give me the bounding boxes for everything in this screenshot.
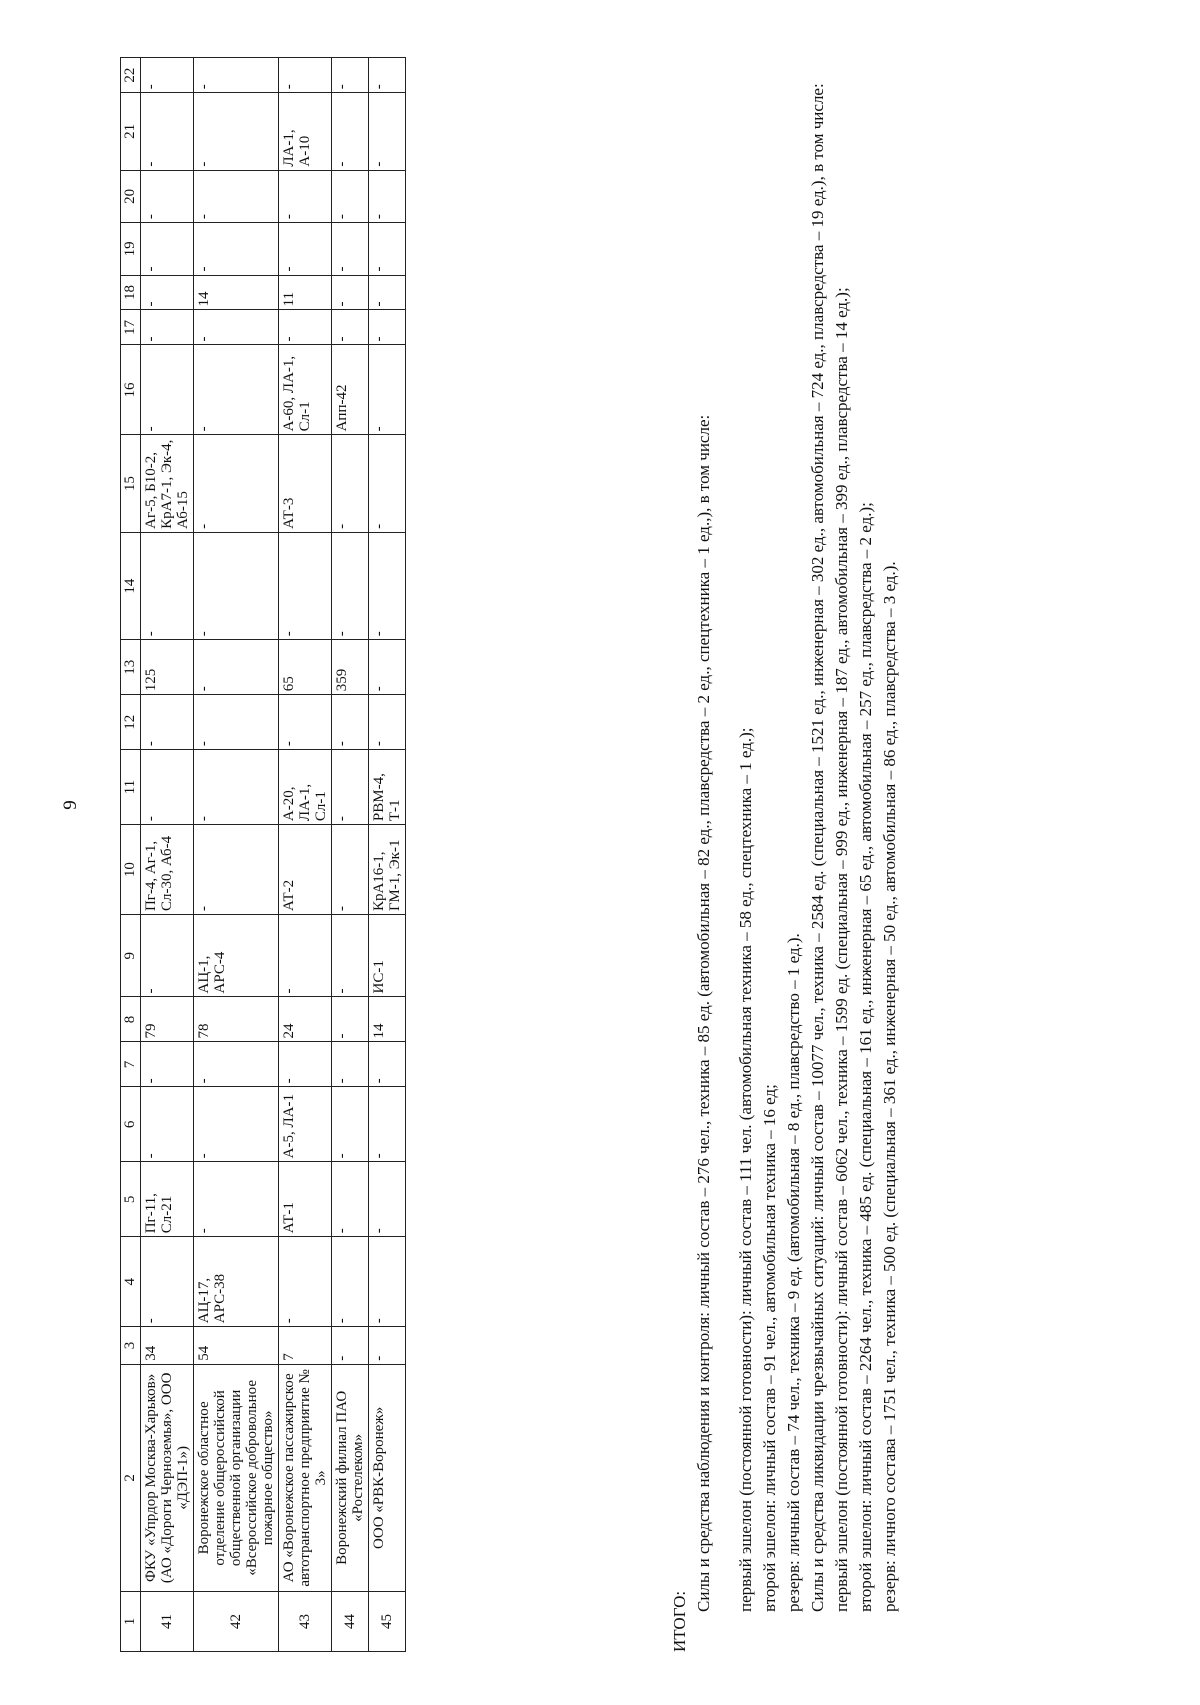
summary-notes <box>668 57 902 1652</box>
table-cell: Пг-4, Аг-1, Сл-30, Аб-4 <box>141 825 194 915</box>
table-cell: ООО «РВК-Воронеж» <box>369 1364 406 1591</box>
header-cell: 17 <box>121 310 141 345</box>
table-cell: - <box>194 93 279 170</box>
table-cell: Воронежское областное отделение общероссийской общественной организации «Всероссийское добровольное пожарное общество» <box>194 1364 279 1591</box>
header-cell: 5 <box>121 1162 141 1237</box>
table-cell: - <box>279 532 332 639</box>
table-cell: 14 <box>369 997 406 1042</box>
table-cell: - <box>369 345 406 435</box>
table-cell: - <box>141 1237 194 1327</box>
table-cell: - <box>369 532 406 639</box>
header-cell: 10 <box>121 825 141 915</box>
table-cell: - <box>332 997 369 1042</box>
table-cell: - <box>194 825 279 915</box>
header-cell: 1 <box>121 1592 141 1652</box>
header-cell: 18 <box>121 275 141 310</box>
table-cell: - <box>141 915 194 997</box>
table-cell: - <box>332 310 369 345</box>
table-cell: - <box>141 310 194 345</box>
table-cell: - <box>194 170 279 222</box>
table-cell: - <box>279 695 332 750</box>
obs-second-echelon: второй эшелон: личный состав – 91 чел., автомобильная техника – 16 ед; <box>760 1084 779 1612</box>
table-cell: - <box>369 435 406 532</box>
table-cell: - <box>369 1327 406 1364</box>
table-cell: - <box>332 275 369 310</box>
table-cell: - <box>332 93 369 170</box>
table-cell: 79 <box>141 997 194 1042</box>
table-row <box>141 58 194 1652</box>
table-cell: - <box>194 750 279 825</box>
liq-total: Силы и средства ликвидации чрезвычайных ситуаций: личный состав – 10077 чел., техника – 2584 ед. (специальная – 1521 ед., инженерная – 302 ед., автомобильная – 724 ед., плавсредства – 19 ед.), в том числе: <box>808 83 827 1612</box>
table-body <box>141 58 406 1652</box>
liq-first-echelon: первый эшелон (постоянной готовности): личный состав – 6062 чел., техника – 1599 ед. (специальная – 999 ед., инженерная – 187 ед., автомобильная – 399 ед., плавсредства – 14 ед.); <box>832 287 851 1612</box>
table-cell: АТ-2 <box>279 825 332 915</box>
header-cell: 7 <box>121 1042 141 1087</box>
table-row <box>332 58 369 1652</box>
table-cell: - <box>332 170 369 222</box>
table-cell: - <box>332 58 369 93</box>
table-cell: - <box>369 93 406 170</box>
table-cell: Воронежский филиал ПАО «Ростелеком» <box>332 1364 369 1591</box>
header-cell: 9 <box>121 915 141 997</box>
table-cell: - <box>332 1327 369 1364</box>
table-cell: - <box>279 1042 332 1087</box>
obs-first-echelon: первый эшелон (постоянной готовности): личный состав – 111 чел. (автомобильная техника – 58 ед., спецтехника – 1 ед.); <box>736 727 755 1612</box>
header-cell: 20 <box>121 170 141 222</box>
header-cell: 4 <box>121 1237 141 1327</box>
table-cell: Апп-42 <box>332 345 369 435</box>
table-cell: - <box>279 170 332 222</box>
table-cell: - <box>332 1162 369 1237</box>
header-cell: 6 <box>121 1087 141 1162</box>
resources-table <box>120 57 406 1652</box>
liq-reserve: резерв: личного состава – 1751 чел., техника – 500 ед. (специальная – 361 ед., инженерная – 50 ед., автомобильная – 86 ед., плавсредства – 3 ед.). <box>880 561 899 1612</box>
table-cell: - <box>194 532 279 639</box>
table-cell: АТ-1 <box>279 1162 332 1237</box>
table-cell: АЦ-17, АРС-38 <box>194 1237 279 1327</box>
table-cell: - <box>141 750 194 825</box>
table-cell: 7 <box>279 1327 332 1364</box>
table-cell: - <box>332 435 369 532</box>
table-cell: КрА16-1, ГМ-1, Эк-1 <box>369 825 406 915</box>
table-cell: - <box>141 223 194 275</box>
table-cell: 41 <box>141 1592 194 1652</box>
header-cell: 15 <box>121 435 141 532</box>
liq-second-echelon: второй эшелон: личный состав – 2264 чел., техника – 485 ед. (специальная – 161 ед., инженерная – 65 ед., автомобильная – 257 ед., плавсредства – 2 ед.); <box>856 502 875 1612</box>
table-cell: 45 <box>369 1592 406 1652</box>
table-cell: - <box>194 1042 279 1087</box>
header-cell: 3 <box>121 1327 141 1364</box>
page-number: 9 <box>60 800 81 810</box>
table-cell: - <box>369 223 406 275</box>
table-cell: Аг-5, Б10-2, КрА7-1, Эк-4, Аб-15 <box>141 435 194 532</box>
table-cell: - <box>194 310 279 345</box>
table-cell: - <box>369 1087 406 1162</box>
table-cell: 44 <box>332 1592 369 1652</box>
table-cell: - <box>279 223 332 275</box>
table-cell: - <box>332 825 369 915</box>
table-cell: 34 <box>141 1327 194 1364</box>
table-cell: - <box>141 170 194 222</box>
table-cell: - <box>194 223 279 275</box>
table-cell: 11 <box>279 275 332 310</box>
table-cell: - <box>194 1087 279 1162</box>
table-cell: - <box>332 1237 369 1327</box>
table-cell: - <box>369 58 406 93</box>
table-cell: А-5, ЛА-1 <box>279 1087 332 1162</box>
summary-title: ИТОГО: <box>670 1590 689 1652</box>
table-cell: - <box>279 58 332 93</box>
table-cell: - <box>279 1237 332 1327</box>
table-cell: - <box>141 93 194 170</box>
table-row <box>279 58 332 1652</box>
table-cell: - <box>332 1042 369 1087</box>
table-cell: 43 <box>279 1592 332 1652</box>
header-cell: 16 <box>121 345 141 435</box>
obs-reserve: резерв: личный состав – 74 чел., техника – 9 ед. (автомобильная – 8 ед., плавсредство – 1 ед.). <box>784 933 803 1612</box>
header-cell: 14 <box>121 532 141 639</box>
table-cell: - <box>194 695 279 750</box>
header-cell: 13 <box>121 640 141 695</box>
header-cell: 19 <box>121 223 141 275</box>
table-cell: АЦ-1, АРС-4 <box>194 915 279 997</box>
table-cell: 65 <box>279 640 332 695</box>
table-cell: - <box>332 223 369 275</box>
table-cell: Пг-11, Сл-21 <box>141 1162 194 1237</box>
table-cell: - <box>141 58 194 93</box>
table-cell: - <box>369 1042 406 1087</box>
table-cell: 125 <box>141 640 194 695</box>
table-cell: - <box>141 275 194 310</box>
table-cell: ФКУ «Упрдор Москва-Харьков» (АО «Дороги Черноземья», ООО «ДЭП-1») <box>141 1364 194 1591</box>
table-cell: - <box>369 640 406 695</box>
table-cell: 42 <box>194 1592 279 1652</box>
header-cell: 12 <box>121 695 141 750</box>
table-cell: - <box>369 1237 406 1327</box>
table-cell: 54 <box>194 1327 279 1364</box>
table-cell: ИС-1 <box>369 915 406 997</box>
table-cell: 24 <box>279 997 332 1042</box>
table-cell: А-20, ЛА-1, Сл-1 <box>279 750 332 825</box>
table-cell: 14 <box>194 275 279 310</box>
table-cell: - <box>141 345 194 435</box>
table-cell: ЛА-1, А-10 <box>279 93 332 170</box>
table-cell: - <box>279 915 332 997</box>
table-cell: 78 <box>194 997 279 1042</box>
table-cell: - <box>332 750 369 825</box>
header-cell: 21 <box>121 93 141 170</box>
table-cell: - <box>141 1087 194 1162</box>
table-row <box>369 58 406 1652</box>
table-cell: - <box>369 310 406 345</box>
table-cell: - <box>369 695 406 750</box>
table-cell: - <box>194 435 279 532</box>
table-cell: - <box>369 170 406 222</box>
header-cell: 11 <box>121 750 141 825</box>
table-cell: - <box>369 275 406 310</box>
table-header-row <box>121 58 141 1652</box>
table-cell: - <box>194 345 279 435</box>
table-cell: - <box>332 532 369 639</box>
table-cell: - <box>141 532 194 639</box>
table-row <box>194 58 279 1652</box>
table-cell: - <box>194 1162 279 1237</box>
table-cell: - <box>194 640 279 695</box>
header-cell: 22 <box>121 58 141 93</box>
table-cell: АТ-3 <box>279 435 332 532</box>
table-cell: 359 <box>332 640 369 695</box>
table-cell: - <box>279 310 332 345</box>
header-cell: 8 <box>121 997 141 1042</box>
table-cell: - <box>332 915 369 997</box>
table-cell: - <box>141 1042 194 1087</box>
table-cell: АО «Воронежское пассажирское автотранспортное предприятие № 3» <box>279 1364 332 1591</box>
table-cell: - <box>332 1087 369 1162</box>
header-cell: 2 <box>121 1364 141 1591</box>
table-cell: - <box>369 1162 406 1237</box>
table-cell: - <box>332 695 369 750</box>
obs-total: Силы и средства наблюдения и контроля: личный состав – 276 чел., техника – 85 ед. (автомобильная – 82 ед., плавсредства – 2 ед., спецтехника – 1 ед.,), в том числе: <box>694 414 713 1612</box>
table-cell: - <box>194 58 279 93</box>
table-cell: - <box>141 695 194 750</box>
table-cell: А-60, ЛА-1, Сл-1 <box>279 345 332 435</box>
table-cell: РВМ-4, Т-1 <box>369 750 406 825</box>
